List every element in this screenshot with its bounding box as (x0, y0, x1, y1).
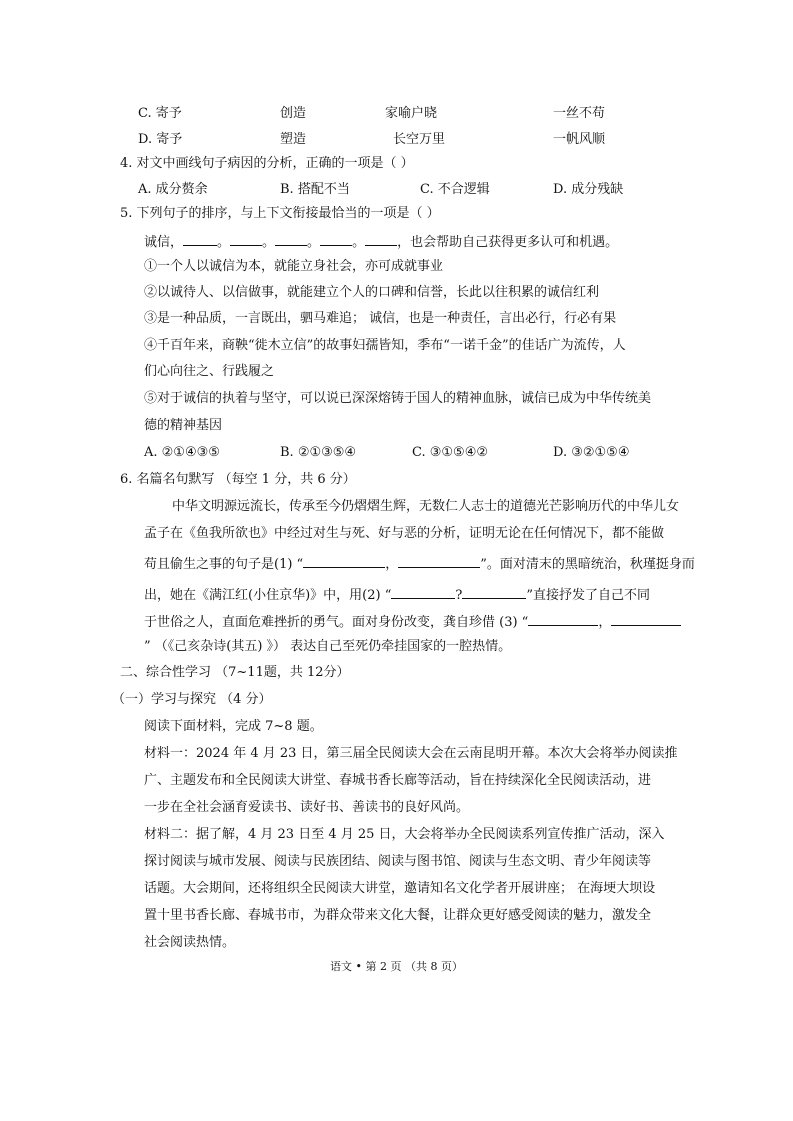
material-1-line-2: 广、主题发布和全民阅读大讲堂、春城书香长廊等活动，旨在持续深化全民阅读活动，进 (144, 773, 652, 788)
q5-sentence-5a: ⑤对于诚信的执着与坚守，可以说已深深熔铸于国人的精神血脉，诚信已成为中华传统美 (144, 391, 652, 406)
q5-blank-5[interactable] (365, 232, 397, 246)
q3-option-c-word4: 一丝不苟 (553, 106, 606, 121)
q5-sentence-2: ②以诚待人、以信做事，就能建立个人的口碑和信誉，长此以往积累的诚信红利 (144, 285, 600, 300)
q5-sentence-5b: 德的精神基因 (144, 418, 223, 433)
q5-option-b: B. ②①③⑤④ (280, 445, 357, 460)
q6-para-1: 中华文明源远流长，传承至今仍熠熠生辉，无数仁人志士的道德光芒影响历代的中华儿女 (172, 499, 680, 514)
material-2-line-1: 材料二：据了解，4 月 23 日至 4 月 25 日，大会将举办全民阅读系列宣传推广活动，深入 (144, 827, 665, 842)
q3-option-c-word3: 家喻户晓 (385, 106, 438, 121)
q5-option-a: A. ②①④③⑤ (144, 445, 220, 460)
q5-sentence-4a: ④千百年来，商鞅“徙木立信”的故事妇孺皆知，季布“一诺千金”的佳话广为流传，人 (144, 338, 626, 353)
q6-blank-1b[interactable] (398, 554, 480, 568)
q4-option-b: B. 搭配不当 (280, 182, 350, 197)
q3-option-d-word2: 塑造 (280, 132, 307, 147)
q4-option-a: A. 成分赘余 (138, 182, 208, 197)
q5-option-c: C. ③①⑤④② (412, 445, 489, 460)
section-2-instruction: 阅读下面材料，完成 7~8 题。 (144, 719, 323, 734)
material-1-line-1: 材料一：2024 年 4 月 23 日，第三届全民阅读大会在云南昆明开幕。本次大会将举办阅读推 (144, 746, 678, 761)
q5-prompt: 诚信， 。 。 。 。 ，也会帮助自己获得更多认可和机遇。 (144, 232, 618, 251)
q6-blank-3a[interactable] (528, 612, 598, 626)
q5-blank-3[interactable] (275, 232, 307, 246)
q5-option-d: D. ③②①⑤④ (553, 445, 630, 460)
q6-blank-2b[interactable] (462, 585, 526, 599)
q6-blank-1a[interactable] (303, 554, 385, 568)
q6-para-5: 于世俗之人，直面危难挫折的勇气。面对身份改变，龚自珍借 (3) “ ， (144, 612, 681, 631)
q5-blank-1[interactable] (183, 232, 217, 246)
q6-para-3: 苟且偷生之事的句子是(1) “ ， ”。面对清末的黑暗统治，秋瑾挺身而 (144, 554, 695, 573)
q3-option-d: D. 寄予 (138, 132, 183, 147)
q6-para-2: 孟子在《鱼我所欲也》中经过对生与死、好与恶的分析，证明无论在任何情况下，都不能做 (144, 526, 665, 541)
q3-option-c-word2: 创造 (280, 106, 307, 121)
q6-stem: 6. 名篇名句默写 （每空 1 分，共 6 分） (120, 472, 356, 487)
section-2-subtitle: （一）学习与探究 （4 分） (112, 692, 272, 707)
q3-option-c: C. 寄予 (138, 106, 182, 121)
q4-stem: 4. 对文中画线句子病因的分析，正确的一项是（ ） (120, 156, 414, 171)
page-footer: 语文 • 第 2 页 （共 8 页） (330, 960, 463, 973)
q3-option-d-word4: 一帆风顺 (553, 132, 606, 147)
material-2-line-3: 话题。大会期间，还将组织全民阅读大讲堂，邀请知名文化学者开展讲座； 在海埂大坝设 (144, 881, 656, 896)
q5-blank-2[interactable] (230, 232, 262, 246)
q4-option-d: D. 成分残缺 (553, 182, 624, 197)
q6-para-6: ” （《己亥杂诗(其五) 》） 表达自己至死仍牵挂国家的一腔热情。 (144, 639, 512, 654)
material-1-line-3: 一步在全社会涵育爱读书、读好书、善读书的良好风尚。 (144, 800, 470, 815)
q3-option-d-word3: 长空万里 (393, 132, 446, 147)
q4-option-c: C. 不合逻辑 (420, 182, 490, 197)
q5-sentence-3: ③是一种品质，一言既出，驷马难追； 诚信，也是一种责任，言出必行，行必有果 (144, 311, 617, 326)
section-2-title: 二、综合性学习 （7~11题，共 12分） (120, 665, 350, 680)
q6-blank-3b[interactable] (611, 612, 681, 626)
material-2-line-2: 探讨阅读与城市发展、阅读与民族团结、阅读与图书馆、阅读与生态文明、青少年阅读等 (144, 854, 652, 869)
q5-sentence-4b: 们心向往之、行践履之 (144, 364, 275, 379)
q5-blank-4[interactable] (320, 232, 352, 246)
q5-sentence-1: ①一个人以诚信为本，就能立身社会，亦可成就事业 (144, 259, 444, 274)
material-2-line-4: 置十里书香长廊、春城书市，为群众带来文化大餐，让群众更好感受阅读的魅力，激发全 (144, 908, 652, 923)
q5-stem: 5. 下列句子的排序，与上下文衔接最恰当的一项是（ ） (120, 206, 440, 221)
material-2-line-5: 社会阅读热情。 (144, 935, 236, 950)
q6-para-4: 出，她在《满江红(小住京华)》中，用(2) “ ? ”直接抒发了自己不同 (144, 585, 650, 604)
q6-blank-2a[interactable] (391, 585, 455, 599)
